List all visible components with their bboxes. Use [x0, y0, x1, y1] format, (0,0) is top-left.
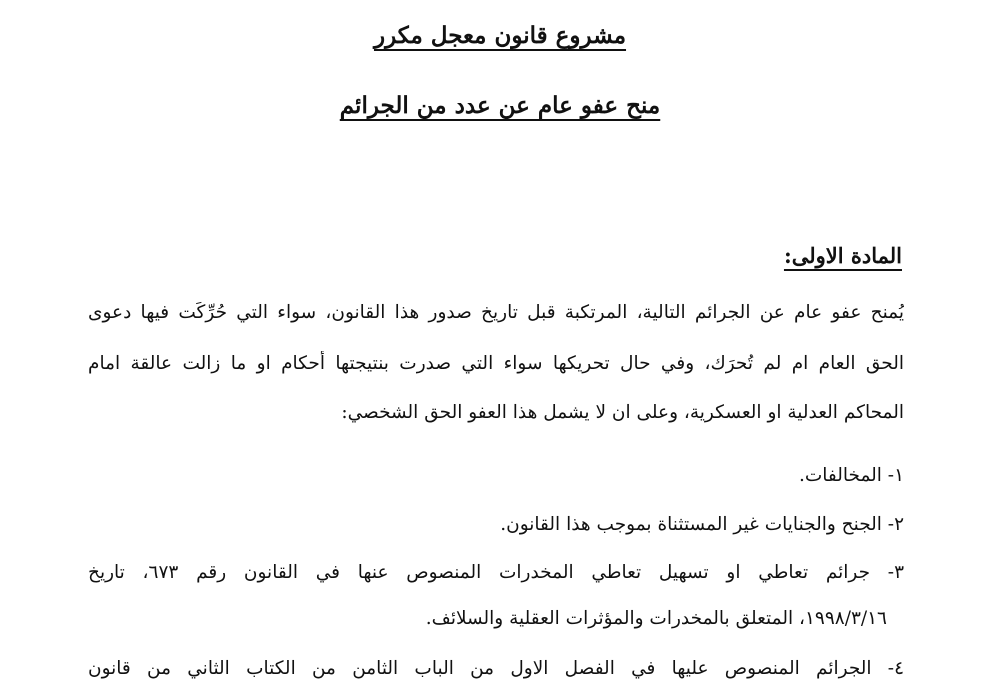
list-item: ٣- جرائم تعاطي او تسهيل تعاطي المخدرات المنصوص عنها في القانون رقم ٦٧٣، تاريخ [88, 562, 904, 583]
paragraph-line: الحق العام ام لم تُحرَك، وفي حال تحريكها سواء التي صدرت بنتيجتها أحكام او ما زالت عالقة امام [88, 353, 904, 374]
bill-title: مشروع قانون معجل مكرر [373, 22, 627, 49]
list-item: ٤- الجرائم المنصوص عليها في الفصل الاول من الباب الثامن من الكتاب الثاني من قانون [88, 658, 904, 679]
list-item: ١- المخالفات. [798, 465, 904, 486]
list-item: ٢- الجنح والجنايات غير المستثناة بموجب هذا القانون. [500, 514, 904, 535]
paragraph-line: المحاكم العدلية او العسكرية، وعلى ان لا يشمل هذا العفو الحق الشخصي: [341, 402, 904, 423]
list-item-continuation: ١٩٩٨/٣/١٦، المتعلق بالمخدرات والمؤثرات العقلية والسلائف. [425, 608, 887, 629]
article-heading: المادة الاولى: [783, 243, 902, 268]
bill-subtitle: منح عفو عام عن عدد من الجرائم [339, 92, 661, 119]
paragraph-line: يُمنح عفو عام عن الجرائم التالية، المرتكبة قبل تاريخ صدور هذا القانون، سواء التي حُرِّكَت فيها دعوى [88, 302, 904, 323]
